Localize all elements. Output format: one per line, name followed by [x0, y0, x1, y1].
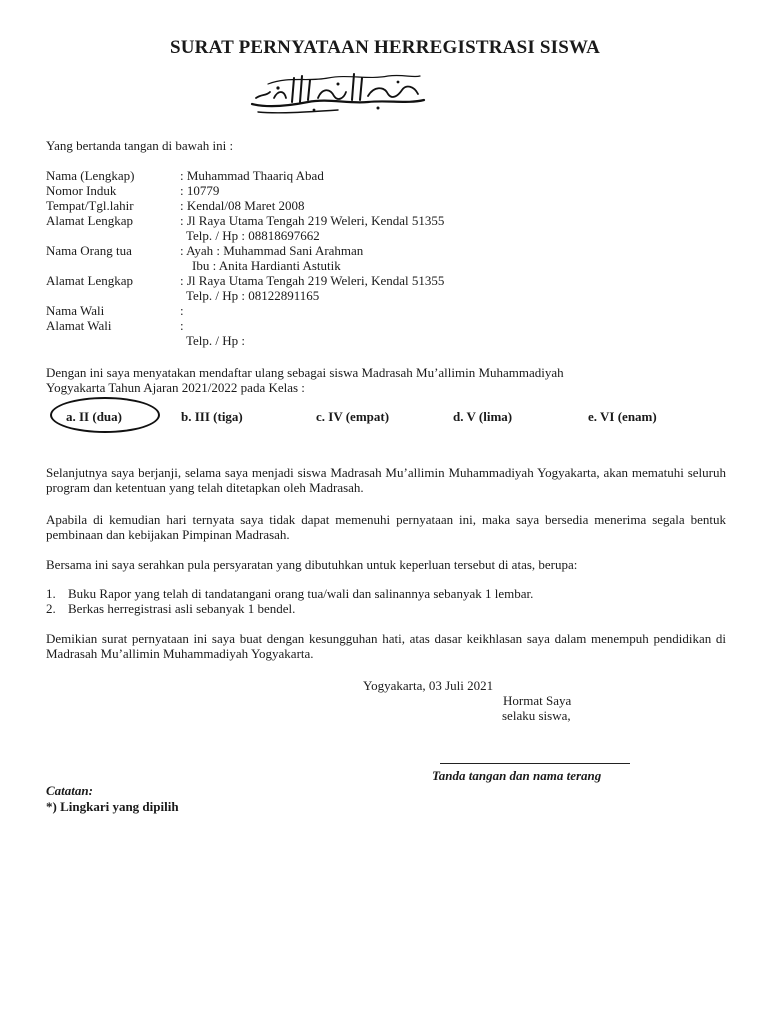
field-label: Nama (Lengkap) — [46, 168, 135, 183]
document-title: SURAT PERNYATAAN HERREGISTRASI SISWA — [169, 37, 601, 58]
option-e[interactable]: e. VI (enam) — [588, 409, 657, 424]
intro-text: Yang bertanda tangan di bawah ini : — [46, 138, 234, 153]
option-a[interactable]: a. II (dua) — [66, 409, 122, 424]
field-value: : Jl Raya Utama Tengah 219 Weleri, Kendal 51355 — [180, 273, 445, 288]
field-value: Telp. / Hp : 08122891165 — [186, 288, 320, 303]
list-item: 2. Berkas herregistrasi asli sebanyak 1 bendel. — [46, 601, 296, 616]
field-value: Telp. / Hp : 08818697662 — [186, 228, 320, 243]
basmala-calligraphy — [248, 68, 428, 116]
field-label: Nama Orang tua — [46, 243, 132, 258]
field-row-alamat — [46, 213, 726, 228]
field-label: Alamat Wali — [46, 318, 112, 333]
field-value: : — [180, 303, 184, 318]
field-value: : — [180, 318, 184, 333]
field-row-wali-telp — [46, 333, 726, 348]
paragraph-requirements-intro: Bersama ini saya serahkan pula persyaratan yang dibutuhkan untuk keperluan tersebut di atas, berupa: — [46, 557, 578, 572]
field-row-alamat-wali — [46, 318, 726, 333]
option-c[interactable]: c. IV (empat) — [316, 409, 390, 424]
field-value: Ibu : Anita Hardianti Astutik — [192, 258, 341, 273]
field-row-ttl — [46, 198, 726, 213]
field-row-alamat-ortu-telp — [46, 288, 726, 303]
field-row-nomor — [46, 183, 726, 198]
field-label: Alamat Lengkap — [46, 213, 133, 228]
field-label: Nama Wali — [46, 303, 105, 318]
paragraph-promise: Selanjutnya saya berjanji, selama saya menjadi siswa Madrasah Mu’allimin Muhammadiyah Yogyakarta, akan mematuhi seluruh program dan ketentuan yang telah ditetapkan oleh Madrasah. — [46, 465, 726, 495]
signature-selaku: selaku siswa, — [502, 708, 571, 723]
field-value: Telp. / Hp : — [186, 333, 246, 348]
signature-line — [440, 763, 630, 764]
option-d[interactable]: d. V (lima) — [453, 409, 513, 424]
requirements-list — [46, 586, 726, 616]
field-row-wali — [46, 303, 726, 318]
statement-line: Dengan ini saya menyatakan mendaftar ulang sebagai siswa Madrasah Mu’allimin Muhammadiyah — [46, 365, 564, 380]
note-text: *) Lingkari yang dipilih — [46, 799, 179, 814]
field-row-alamat-telp — [46, 228, 726, 243]
field-row-nama — [46, 168, 726, 183]
field-value: : 10779 — [180, 183, 220, 198]
signature-caption: Tanda tangan dan nama terang — [432, 768, 602, 783]
field-label: Nomor Induk — [46, 183, 117, 198]
field-label: Alamat Lengkap — [46, 273, 133, 288]
field-value: : Kendal/08 Maret 2008 — [180, 198, 305, 213]
paragraph-consequence: Apabila di kemudian hari ternyata saya tidak dapat memenuhi pernyataan ini, maka saya bersedia menerima segala bentuk pembinaan dan kebijakan Pimpinan Madrasah. — [46, 512, 726, 542]
field-row-ibu — [46, 258, 726, 273]
class-options — [46, 409, 726, 429]
option-b[interactable]: b. III (tiga) — [181, 409, 243, 424]
student-fields — [46, 168, 726, 348]
note-title: Catatan: — [46, 783, 93, 798]
list-item: 1. Buku Rapor yang telah di tandatangani orang tua/wali dan salinannya sebanyak 1 lembar. — [46, 586, 534, 601]
field-value: : Muhammad Thaariq Abad — [180, 168, 324, 183]
signature-place-date: Yogyakarta, 03 Juli 2021 — [363, 678, 494, 693]
statement-text — [46, 365, 726, 395]
field-label: Tempat/Tgl.lahir — [46, 198, 134, 213]
field-row-alamat-ortu — [46, 273, 726, 288]
paragraph-closing: Demikian surat pernyataan ini saya buat dengan kesungguhan hati, atas dasar keikhlasan saya dalam menempuh pendidikan di Madrasah Mu’allimin Muhammadiyah Yogyakarta. — [46, 631, 726, 661]
field-value: : Jl Raya Utama Tengah 219 Weleri, Kendal 51355 — [180, 213, 445, 228]
statement-line: Yogyakarta Tahun Ajaran 2021/2022 pada Kelas : — [46, 380, 305, 395]
field-row-ortu — [46, 243, 726, 258]
signature-hormat: Hormat Saya — [503, 693, 572, 708]
field-value: : Ayah : Muhammad Sani Arahman — [180, 243, 364, 258]
